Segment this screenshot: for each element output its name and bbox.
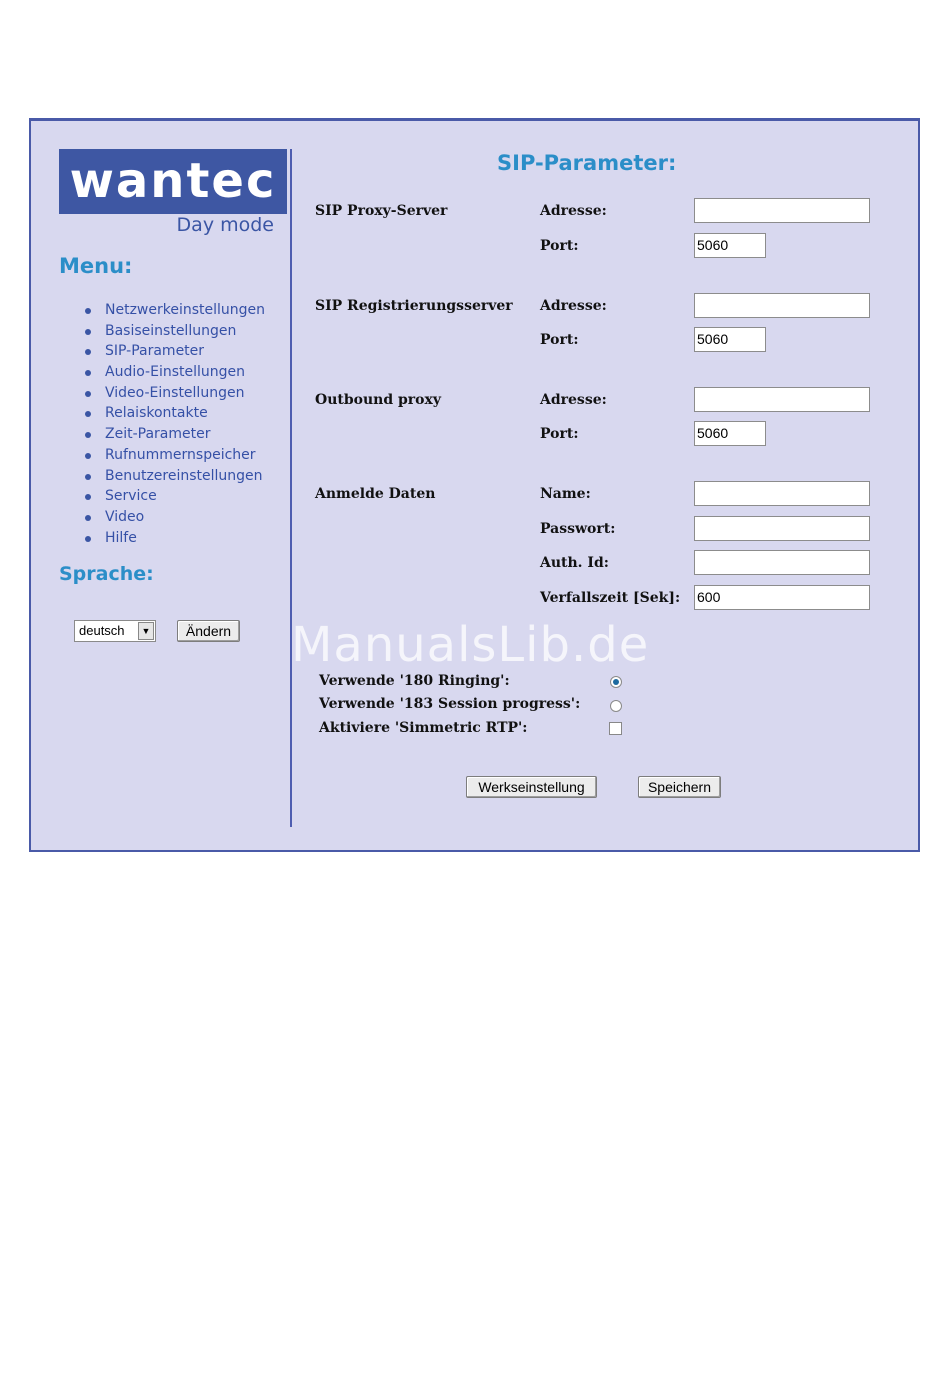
save-button[interactable]: Speichern	[638, 776, 721, 798]
vertical-divider	[290, 149, 292, 827]
ringing-radio[interactable]	[610, 676, 622, 688]
proxy-address-label: Adresse:	[540, 203, 607, 219]
symmetric-rtp-option-label: Aktiviere 'Simmetric RTP':	[319, 720, 528, 736]
outbound-port-input[interactable]: 5060	[694, 421, 766, 446]
sidebar-item-zeit-parameter[interactable]: Zeit-Parameter	[85, 424, 265, 445]
proxy-port-label: Port:	[540, 238, 579, 254]
wantec-logo: wantec	[59, 149, 287, 214]
session-progress-radio[interactable]	[610, 700, 622, 712]
registrar-port-label: Port:	[540, 332, 579, 348]
login-expiry-input[interactable]: 600	[694, 585, 870, 610]
login-name-label: Name:	[540, 486, 591, 502]
login-auth-label: Auth. Id:	[540, 555, 609, 571]
sidebar-item-audio-einstellungen[interactable]: Audio-Einstellungen	[85, 362, 265, 383]
change-language-button[interactable]: Ändern	[177, 620, 240, 642]
sidebar-item-service[interactable]: Service	[85, 486, 265, 507]
sidebar-item-video[interactable]: Video	[85, 507, 265, 528]
sidebar-item-rufnummernspeicher[interactable]: Rufnummernspeicher	[85, 445, 265, 466]
sidebar-item-hilfe[interactable]: Hilfe	[85, 528, 265, 549]
sidebar-item-relaiskontakte[interactable]: Relaiskontakte	[85, 403, 265, 424]
outbound-address-input[interactable]	[694, 387, 870, 412]
page-title: SIP-Parameter:	[497, 151, 677, 175]
login-auth-input[interactable]	[694, 550, 870, 575]
login-expiry-label: Verfallszeit [Sek]:	[540, 590, 681, 606]
ringing-option-label: Verwende '180 Ringing':	[319, 673, 510, 689]
proxy-section-label: SIP Proxy-Server	[315, 203, 448, 219]
factory-reset-button[interactable]: Werkseinstellung	[466, 776, 597, 798]
login-password-label: Passwort:	[540, 521, 616, 537]
login-name-input[interactable]	[694, 481, 870, 506]
outbound-address-label: Adresse:	[540, 392, 607, 408]
sidebar-menu	[85, 300, 265, 548]
language-select[interactable]	[74, 620, 156, 642]
chevron-down-icon[interactable]: ▼	[138, 622, 154, 640]
language-select-value: deutsch	[79, 623, 125, 638]
sidebar-item-benutzereinstellungen[interactable]: Benutzereinstellungen	[85, 466, 265, 487]
sidebar-item-sip-parameter[interactable]: SIP-Parameter	[85, 341, 265, 362]
registrar-port-input[interactable]: 5060	[694, 327, 766, 352]
registrar-address-label: Adresse:	[540, 298, 607, 314]
sidebar-item-netzwerkeinstellungen[interactable]: Netzwerkeinstellungen	[85, 300, 265, 321]
proxy-port-input[interactable]: 5060	[694, 233, 766, 258]
login-section-label: Anmelde Daten	[315, 486, 436, 502]
outbound-section-label: Outbound proxy	[315, 392, 441, 408]
day-mode-label: Day mode	[176, 214, 274, 236]
proxy-address-input[interactable]	[694, 198, 870, 223]
session-progress-option-label: Verwende '183 Session progress':	[319, 696, 581, 712]
menu-heading: Menu:	[59, 254, 133, 278]
sidebar-item-video-einstellungen[interactable]: Video-Einstellungen	[85, 383, 265, 404]
login-password-input[interactable]	[694, 516, 870, 541]
settings-panel	[29, 118, 920, 852]
outbound-port-label: Port:	[540, 426, 579, 442]
watermark: ManualsLib.de	[291, 617, 650, 673]
sidebar-item-basiseinstellungen[interactable]: Basiseinstellungen	[85, 321, 265, 342]
registrar-address-input[interactable]	[694, 293, 870, 318]
registrar-section-label: SIP Registrierungsserver	[315, 298, 513, 314]
symmetric-rtp-checkbox[interactable]	[609, 722, 622, 735]
language-heading: Sprache:	[59, 563, 154, 585]
